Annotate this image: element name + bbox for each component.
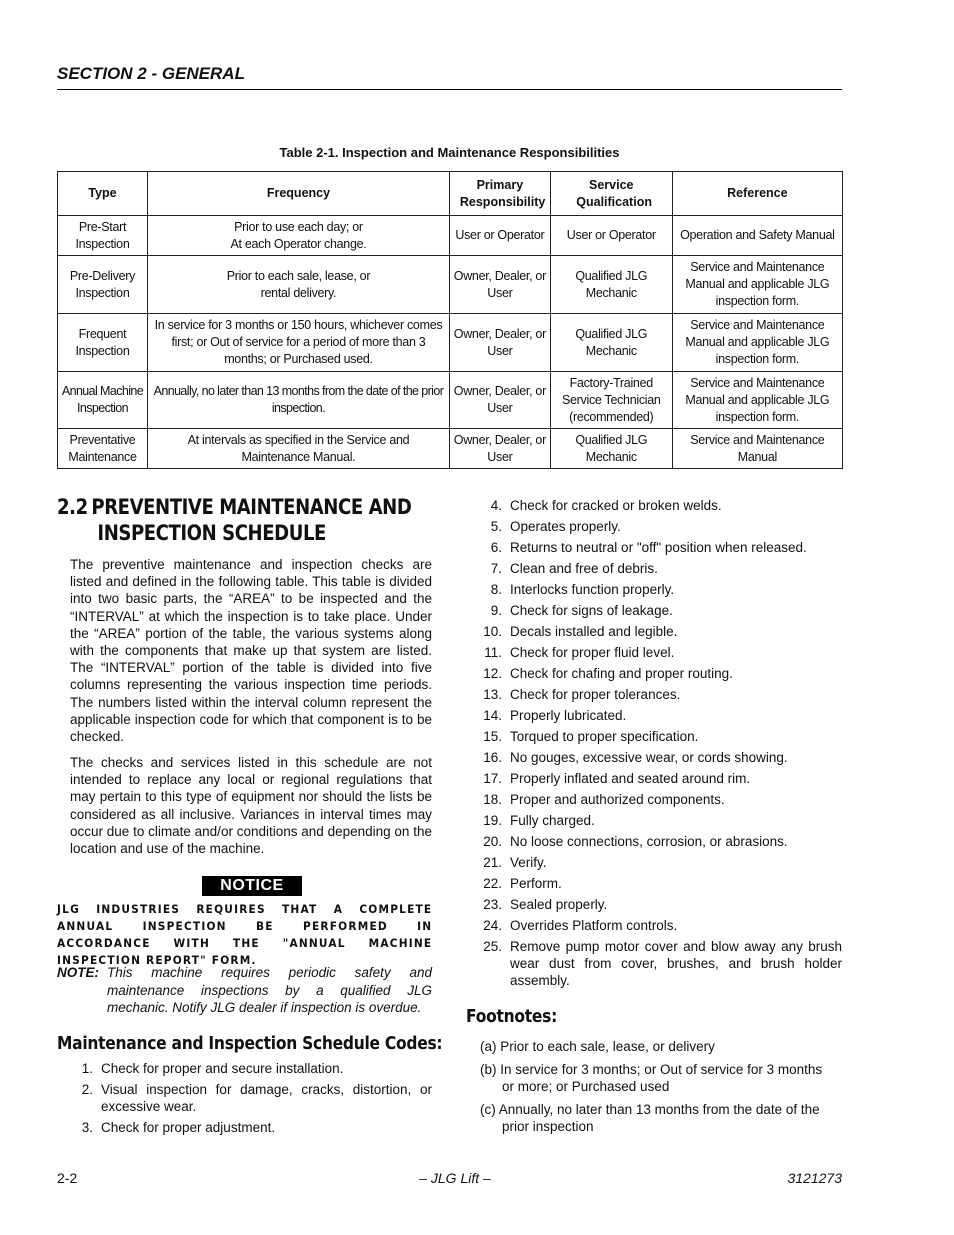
section-title-line1: PREVENTIVE MAINTENANCE AND	[91, 495, 412, 519]
table-cell: In service for 3 months or 150 hours, whichever comes first; or Out of service for a period of more than 3 months; or Purchased used.	[147, 314, 449, 372]
table-cell	[550, 372, 672, 429]
list-item: 20. No loose connections, corrosion, or abrasions.	[483, 834, 788, 849]
table-cell	[58, 256, 148, 314]
list-item: 9. Check for signs of leakage.	[490, 603, 673, 618]
table-row	[58, 216, 843, 256]
code-text: Check for cracked or broken welds.	[510, 498, 722, 513]
list-item: 4. Check for cracked or broken welds.	[490, 498, 722, 513]
list-item: 12. Check for chafing and proper routing.	[483, 666, 733, 681]
code-text: Clean and free of debris.	[510, 561, 658, 576]
table-cell: Owner, Dealer, or User	[449, 314, 550, 372]
section-header: SECTION 2 - GENERAL	[57, 64, 245, 83]
table-header-row	[58, 172, 843, 216]
list-item: 19. Fully charged.	[483, 813, 595, 828]
section-number: 2.2	[57, 495, 88, 519]
table-cell: Operation and Safety Manual	[672, 216, 842, 256]
scope-paragraph: The checks and services listed in this schedule are not intended to replace any local or regional regulations that may pertain to this type of equipment nor should the lists be considered as all inclusive. Variances in interval times may occur due to climate and/or conditions and depending on the location and use of the machine.	[70, 755, 432, 857]
table-cell: Owner, Dealer, or User	[449, 429, 550, 469]
list-item: 10. Decals installed and legible.	[483, 624, 678, 639]
col-header-service-qualification-text: Service Qualification	[576, 177, 652, 209]
code-text: Returns to neutral or "off" position when released.	[510, 540, 807, 555]
list-item: 8. Interlocks function properly.	[490, 582, 675, 597]
code-text: Remove pump motor cover and blow away any brush wear dust from cover, brushes, and brush holder assembly.	[510, 939, 842, 988]
code-text: No loose connections, corrosion, or abrasions.	[510, 834, 788, 849]
list-item: 11. Check for proper fluid level.	[484, 645, 675, 660]
code-text: Proper and authorized components.	[510, 792, 725, 807]
col-header-primary-responsibility-text: Primary Responsibility	[459, 177, 546, 209]
list-item: 24. Overrides Platform controls.	[483, 918, 678, 933]
cell-text: Qualified JLG Mechanic	[575, 326, 648, 358]
list-item: 15. Torqued to proper specification.	[483, 729, 699, 744]
code-text: Interlocks function properly.	[510, 582, 675, 597]
cell-text: Prior to each sale, lease, or rental delivery.	[226, 268, 371, 300]
page-number: 2-2	[57, 1170, 78, 1186]
table-cell	[147, 429, 449, 469]
table-cell	[58, 314, 148, 372]
list-item: 22. Perform.	[483, 876, 562, 891]
list-item: 21. Verify.	[483, 855, 547, 870]
cell-text: Pre-Delivery Inspection	[69, 268, 136, 300]
code-text: Overrides Platform controls.	[510, 918, 678, 933]
col-header-reference: Reference	[672, 172, 842, 216]
codes-list-right	[466, 497, 842, 993]
code-text: Properly inflated and seated around rim.	[510, 771, 751, 786]
cell-text: Frequent Inspection	[75, 326, 130, 358]
list-item: 5. Operates properly.	[490, 519, 621, 534]
note-label: NOTE:	[57, 965, 99, 980]
footer-brand: – JLG Lift –	[419, 1170, 491, 1186]
code-text: Sealed properly.	[510, 897, 608, 912]
note-text: This machine requires periodic safety and maintenance inspections by a qualified JLG mechanic. Notify JLG dealer if inspection is overdue.	[107, 965, 432, 1015]
code-text: Visual inspection for damage, cracks, distortion, or excessive wear.	[101, 1082, 432, 1114]
table-cell: Service and Maintenance Manual and applicable JLG inspection form.	[672, 372, 842, 429]
list-item: 16. No gouges, excessive wear, or cords showing.	[483, 750, 788, 765]
col-header-primary-responsibility	[449, 172, 550, 216]
table-cell	[58, 216, 148, 256]
col-header-type: Type	[58, 172, 148, 216]
table-row	[58, 314, 843, 372]
list-item: 17. Properly inflated and seated around rim.	[483, 771, 751, 786]
codes-list-left	[57, 1060, 432, 1140]
cell-text: Qualified JLG Mechanic	[575, 432, 648, 464]
footnote-b-line1: (b) In service for 3 months; or Out of service for 3 months	[480, 1062, 823, 1077]
table-cell	[550, 314, 672, 372]
list-item: 14. Properly lubricated.	[483, 708, 627, 723]
code-text: Check for proper adjustment.	[101, 1120, 276, 1135]
codes-heading: Maintenance and Inspection Schedule Codes:	[57, 1033, 443, 1054]
note	[57, 964, 432, 1017]
code-text: Operates properly.	[510, 519, 621, 534]
list-item: 18. Proper and authorized components.	[483, 792, 725, 807]
notice-text: JLG INDUSTRIES REQUIRES THAT A COMPLETE ANNUAL INSPECTION BE PERFORMED IN ACCORDANCE WITH THE "ANNUAL MACHINE INSPECTION REPORT" FORM.	[57, 902, 433, 967]
cell-text: Annually, no later than 13 months from the date of the prior inspection.	[153, 384, 444, 415]
code-text: No gouges, excessive wear, or cords showing.	[510, 750, 788, 765]
cell-text: Qualified JLG Mechanic	[575, 268, 648, 300]
code-text: Check for proper fluid level.	[510, 645, 675, 660]
cell-text: Factory-Trained Service Technician (recommended)	[561, 375, 661, 424]
table-cell: User or Operator	[449, 216, 550, 256]
table-cell: Service and Maintenance Manual and applicable JLG inspection form.	[672, 256, 842, 314]
notice-badge: NOTICE	[202, 876, 302, 896]
table-row	[58, 429, 843, 469]
code-text: Perform.	[510, 876, 562, 891]
footnotes-heading: Footnotes:	[466, 1006, 557, 1027]
cell-text: Prior to use each day; or At each Operator change.	[230, 219, 367, 251]
table-cell: Preventative Maintenance	[58, 429, 148, 469]
col-header-frequency: Frequency	[147, 172, 449, 216]
list-item: 25. Remove pump motor cover and blow away any brush wear dust from cover, brushes, and brush holder assembly.	[483, 939, 842, 988]
section-2-2-heading	[57, 494, 411, 546]
code-text: Torqued to proper specification.	[510, 729, 699, 744]
table-cell: Service and Maintenance Manual and applicable JLG inspection form.	[672, 314, 842, 372]
table-cell	[58, 372, 148, 429]
table-cell: User or Operator	[550, 216, 672, 256]
header-rule	[57, 89, 842, 90]
col-header-service-qualification	[550, 172, 672, 216]
code-text: Verify.	[510, 855, 547, 870]
footnote-b	[480, 1061, 822, 1095]
footnote-a: (a) Prior to each sale, lease, or delivery	[480, 1039, 715, 1054]
table-cell	[147, 372, 449, 429]
code-text: Check for chafing and proper routing.	[510, 666, 733, 681]
table-cell	[147, 256, 449, 314]
cell-text: At intervals as specified in the Service and Maintenance Manual.	[187, 432, 410, 464]
table-row	[58, 372, 843, 429]
table-cell	[550, 429, 672, 469]
table-cell: Service and Maintenance Manual	[672, 429, 842, 469]
document-number: 3121273	[787, 1170, 842, 1186]
footnote-c	[480, 1101, 820, 1135]
footnote-b-line2: or more; or Purchased used	[502, 1079, 670, 1094]
table-cell: Owner, Dealer, or User	[449, 256, 550, 314]
code-text: Check for proper tolerances.	[510, 687, 681, 702]
cell-text: Annual Machine Inspection	[61, 384, 144, 415]
list-item: 3. Check for proper adjustment.	[81, 1120, 276, 1135]
list-item: 1. Check for proper and secure installation.	[81, 1061, 344, 1076]
table-row	[58, 256, 843, 314]
table-caption: Table 2-1. Inspection and Maintenance Responsibilities	[279, 145, 620, 160]
code-text: Check for signs of leakage.	[510, 603, 673, 618]
list-item: 2. Visual inspection for damage, cracks, distortion, or excessive wear.	[81, 1082, 432, 1114]
list-item: 7. Clean and free of debris.	[490, 561, 658, 576]
list-item: 23. Sealed properly.	[483, 897, 608, 912]
list-item: 13. Check for proper tolerances.	[483, 687, 681, 702]
responsibilities-table	[57, 171, 843, 469]
section-title-line2: INSPECTION SCHEDULE	[97, 521, 326, 545]
code-text: Fully charged.	[510, 813, 595, 828]
cell-text: Pre-Start Inspection	[75, 219, 130, 251]
footnote-c-line2: prior inspection	[502, 1119, 594, 1134]
code-text: Check for proper and secure installation.	[101, 1061, 344, 1076]
table-cell	[550, 256, 672, 314]
table-cell: Owner, Dealer, or User	[449, 372, 550, 429]
code-text: Decals installed and legible.	[510, 624, 678, 639]
list-item: 6. Returns to neutral or "off" position when released.	[490, 540, 807, 555]
code-text: Properly lubricated.	[510, 708, 627, 723]
footnote-c-line1: (c) Annually, no later than 13 months from the date of the	[480, 1102, 820, 1117]
intro-paragraph: The preventive maintenance and inspection checks are listed and defined in the following table. This table is divided into two basic parts, the “AREA” to be inspected and the “INTERVAL” at which the inspection is to take place. Under the “AREA” portion of the table, the various systems along with the components that make up that system are listed. The “INTERVAL” portion of the table is divided into five columns representing the various inspection time periods. The numbers listed within the interval column represent the applicable inspection code for which that component is to be checked.	[70, 557, 432, 745]
table-cell	[147, 216, 449, 256]
